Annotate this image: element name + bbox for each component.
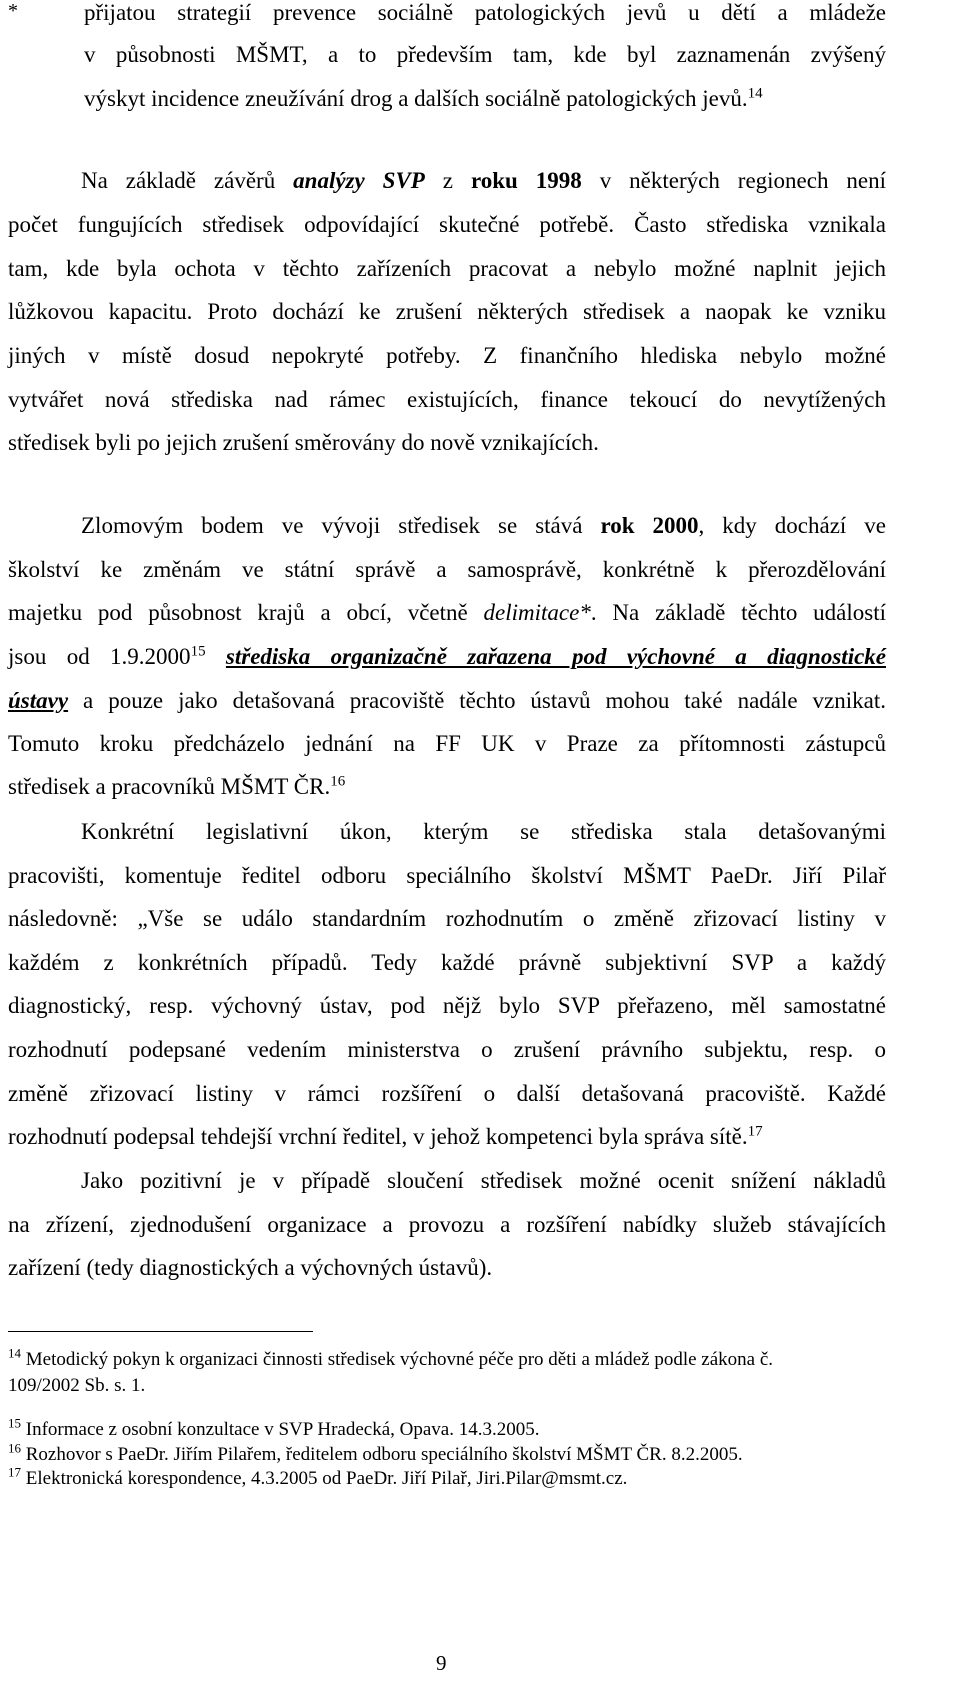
p3-line-6: rozhodnutí podepsané vedením ministerstva o zrušení právního subjektu, resp. o — [8, 1037, 886, 1062]
footnote-14-cont: 109/2002 Sb. s. 1. — [8, 1375, 146, 1396]
p3-line-3: následovně: „Vše se událo standardním rozhodnutím o změně zřizovací listiny v — [8, 906, 886, 931]
p2-line-7 — [8, 772, 886, 802]
p2-bold: rok 2000 — [600, 513, 699, 538]
p3-line-2: pracovišti, komentuje ředitel odboru speciálního školství MŠMT PaeDr. Jiří Pilař — [8, 863, 886, 888]
bullet-line-3 — [84, 84, 886, 114]
p2-text-c: majetku pod působnost krajů a obcí, včetně — [8, 600, 484, 625]
p4-line-2: na zřízení, zjednodušení organizace a provozu a rozšíření nabídky služeb stávajících — [8, 1212, 886, 1237]
p1-line-6: vytvářet nová střediska nad rámec existujících, finance tekoucí do nevytížených — [8, 387, 886, 412]
footnote-number: 16 — [8, 1440, 21, 1456]
p1-text-b: z — [424, 168, 471, 193]
p2-text-f: a pouze jako detašovaná pracoviště těchto ústavů mohou také nadále vznikat. — [68, 688, 886, 713]
bullet-text: výskyt incidence zneužívání drog a dalších sociálně patologických jevů. — [84, 86, 748, 111]
footnote-text: Elektronická korespondence, 4.3.2005 od PaeDr. Jiří Pilař, Jiri.Pilar@msmt.cz. — [25, 1468, 628, 1489]
p1-emphasis: analýzy SVP — [293, 168, 425, 193]
footnote-17 — [8, 1464, 886, 1491]
p1-text-a: Na základě závěrů — [81, 168, 294, 193]
footnote-ref-14: 14 — [747, 85, 763, 102]
p1-line-7: středisek byli po jejich zrušení směrovány do nově vznikajících. — [8, 430, 599, 455]
p2-line-5 — [8, 686, 886, 716]
footnote-ref-17: 17 — [747, 1123, 763, 1140]
footnote-number: 17 — [8, 1464, 21, 1480]
footnote-text: Metodický pokyn k organizaci činnosti středisek výchovné péče pro děti a mládež podle zákona č. — [25, 1349, 774, 1370]
p2-text-g: středisek a pracovníků MŠMT ČR. — [8, 774, 331, 799]
p3-line-4: každém z konkrétních případů. Tedy každé právně subjektivní SVP a každý — [8, 950, 886, 975]
p1-line-2: počet fungujících středisek odpovídající skutečné potřebě. Často střediska vznikala — [8, 212, 886, 237]
p2-line-3 — [8, 598, 886, 628]
footnote-number: 14 — [8, 1345, 21, 1361]
bullet-line-2: v působnosti MŠMT, a to především tam, kde byl zaznamenán zvýšený — [84, 42, 886, 67]
p1-line-1 — [81, 166, 886, 196]
p3-line-1: Konkrétní legislativní úkon, kterým se střediska stala detašovanými — [81, 819, 886, 844]
bullet-line-1: přijatou strategií prevence sociálně patologických jevů u dětí a mládeže — [84, 0, 886, 25]
footnote-14 — [8, 1345, 886, 1372]
p2-text-a: Zlomovým bodem ve vývoji středisek se stává — [81, 513, 601, 538]
p4-line-3: zařízení (tedy diagnostických a výchovných ústavů). — [8, 1255, 493, 1280]
p1-bold: roku 1998 — [470, 168, 582, 193]
p1-text-c: v některých regionech není — [581, 168, 887, 193]
footnote-15 — [8, 1415, 886, 1442]
footnote-number: 15 — [8, 1415, 21, 1431]
footnote-ref-16: 16 — [330, 773, 346, 790]
footnote-text: Informace z osobní konzultace v SVP Hradecká, Opava. 14.3.2005. — [25, 1419, 540, 1440]
p2-emphasis-end: ústavy — [8, 688, 69, 713]
p1-line-4: lůžkovou kapacitu. Proto dochází ke zrušení některých středisek a naopak ke vzniku — [8, 299, 886, 324]
footnote-separator — [8, 1331, 313, 1332]
p3-line-7: změně zřizovací listiny v rámci rozšíření o další detašovaná pracoviště. Každé — [8, 1081, 886, 1106]
bullet-marker: * — [8, 0, 18, 22]
p1-line-5: jiných v místě dosud nepokryté potřeby. Z finančního hlediska nebylo možné — [8, 343, 886, 368]
p1-line-3: tam, kde byla ochota v těchto zařízeních pracovat a nebylo možné naplnit jejich — [8, 256, 886, 281]
p2-italic-term: delimitace* — [483, 600, 591, 625]
footnote-ref-15: 15 — [190, 643, 206, 660]
p4-line-1: Jako pozitivní je v případě sloučení středisek možné ocenit snížení nákladů — [81, 1168, 886, 1193]
footnote-text: Rozhovor s PaeDr. Jiřím Pilařem, ředitelem odboru speciálního školství MŠMT ČR. 8.2.2005. — [25, 1444, 743, 1465]
footnote-16 — [8, 1440, 886, 1467]
p3-line-5: diagnostický, resp. výchovný ústav, pod nějž bylo SVP přeřazeno, měl samostatné — [8, 993, 886, 1018]
page-number: 9 — [436, 1651, 447, 1675]
p3-text-end: rozhodnutí podepsal tehdejší vrchní ředitel, v jehož kompetenci byla správa sítě. — [8, 1124, 748, 1149]
p2-line-6: Tomuto kroku předcházelo jednání na FF UK v Praze za přítomnosti zástupců — [8, 731, 886, 756]
p2-line-1 — [81, 511, 886, 541]
p2-text-d: . Na základě těchto událostí — [590, 600, 886, 625]
p2-text-b: , kdy dochází ve — [698, 513, 887, 538]
p2-line-2: školství ke změnám ve státní správě a samosprávě, konkrétně k přerozdělování — [8, 557, 886, 582]
p2-line-4 — [8, 642, 886, 672]
p3-line-8 — [8, 1122, 886, 1152]
p2-emphasis: střediska organizačně zařazena pod výchovné a diagnostické — [225, 644, 886, 669]
p2-text-e: jsou od 1.9.2000 — [8, 644, 191, 669]
